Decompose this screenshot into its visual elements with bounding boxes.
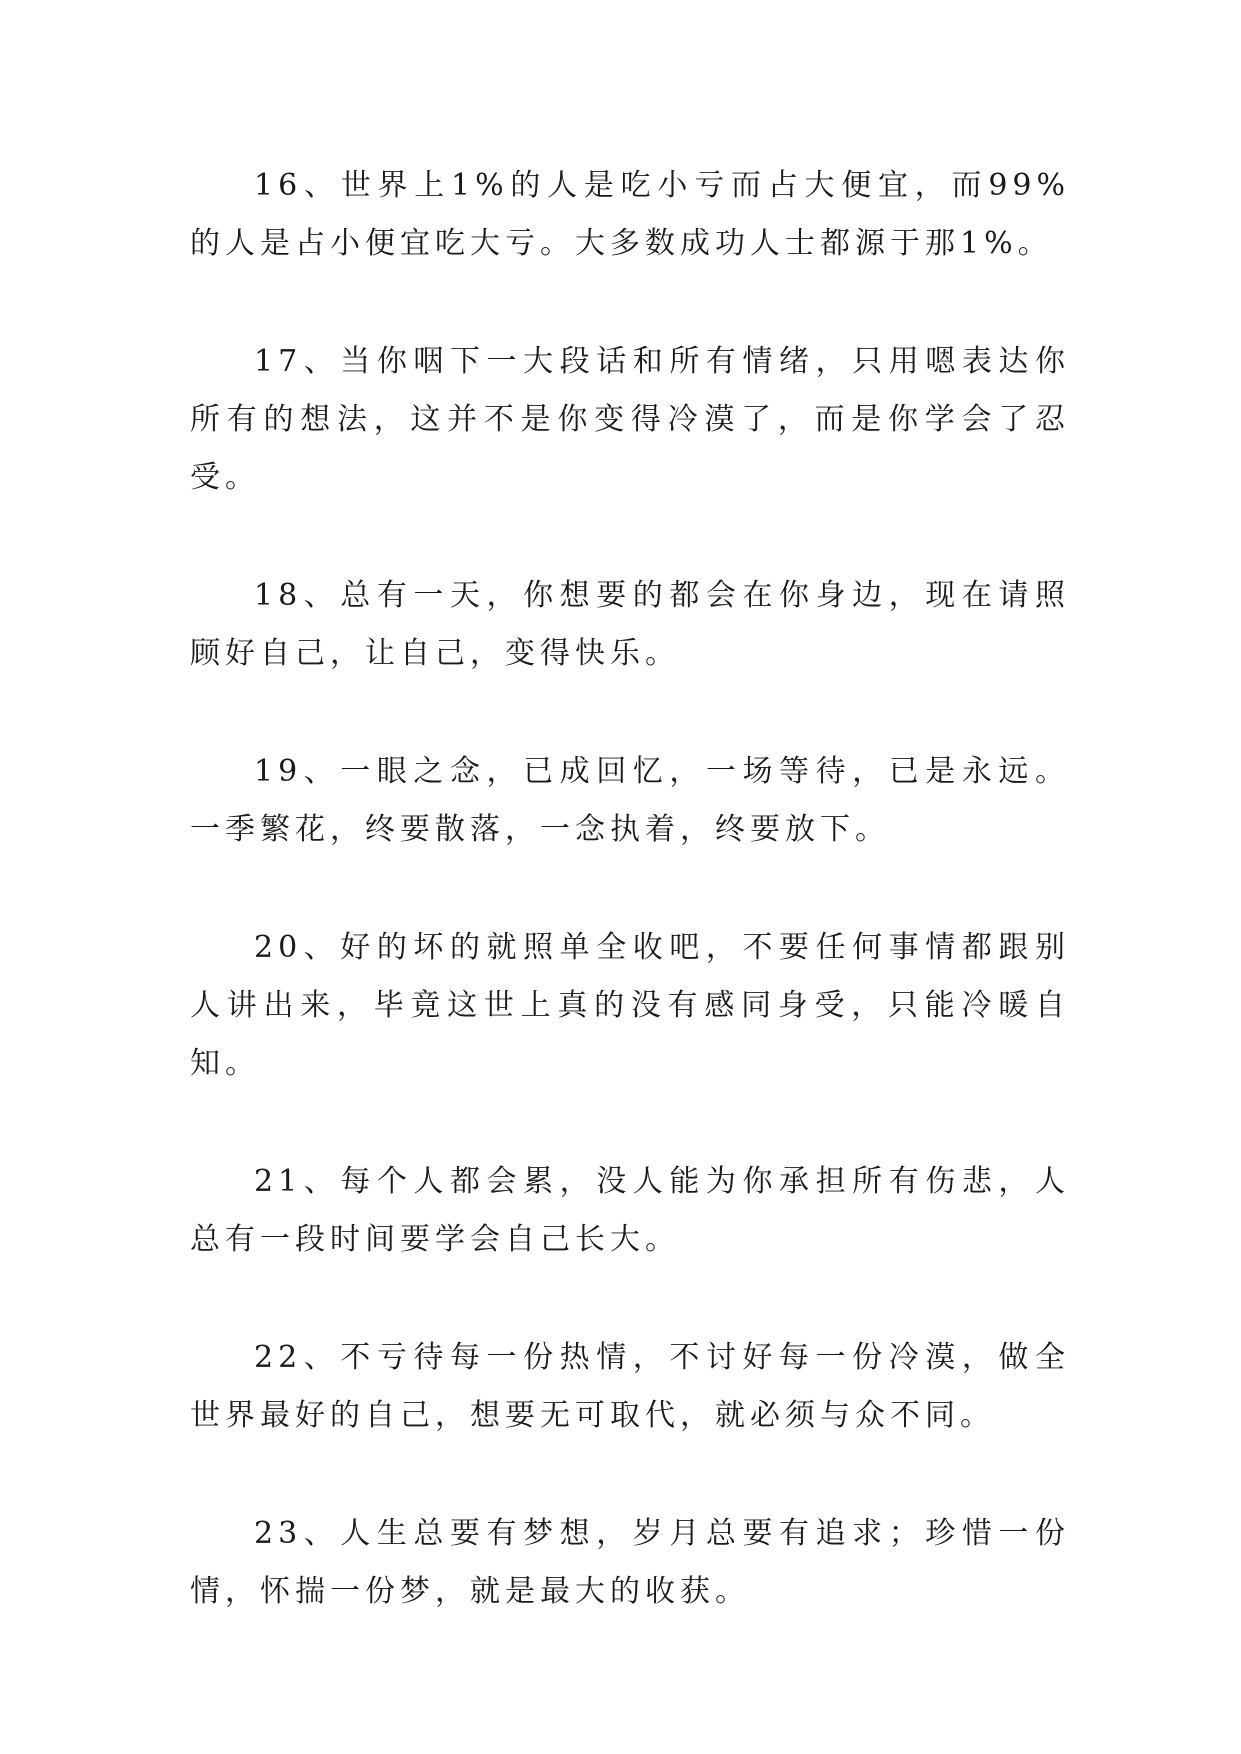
document-body (190, 157, 1070, 1681)
quote-paragraph-16: 16、世界上1%的人是吃小亏而占大便宜，而99%的人是占小便宜吃大亏。大多数成功人士都源于那1%。 (190, 168, 1070, 261)
quote-paragraph-23: 23、人生总要有梦想，岁月总要有追求；珍惜一份情，怀揣一份梦，就是最大的收获。 (190, 1516, 1070, 1609)
quote-paragraph-22: 22、不亏待每一份热情，不讨好每一份冷漠，做全世界最好的自己，想要无可取代，就必须与众不同。 (190, 1340, 1070, 1433)
quote-paragraph-21: 21、每个人都会累，没人能为你承担所有伤悲，人总有一段时间要学会自己长大。 (190, 1164, 1070, 1257)
quote-paragraph-20: 20、好的坏的就照单全收吧，不要任何事情都跟别人讲出来，毕竟这世上真的没有感同身受，只能冷暖自知。 (190, 930, 1070, 1081)
quote-paragraph-18: 18、总有一天，你想要的都会在你身边，现在请照顾好自己，让自己，变得快乐。 (190, 578, 1070, 671)
quote-paragraph-19: 19、一眼之念，已成回忆，一场等待，已是永远。一季繁花，终要散落，一念执着，终要放下。 (190, 754, 1070, 847)
quote-paragraph-17: 17、当你咽下一大段话和所有情绪，只用嗯表达你所有的想法，这并不是你变得冷漠了，而是你学会了忍受。 (190, 344, 1070, 495)
